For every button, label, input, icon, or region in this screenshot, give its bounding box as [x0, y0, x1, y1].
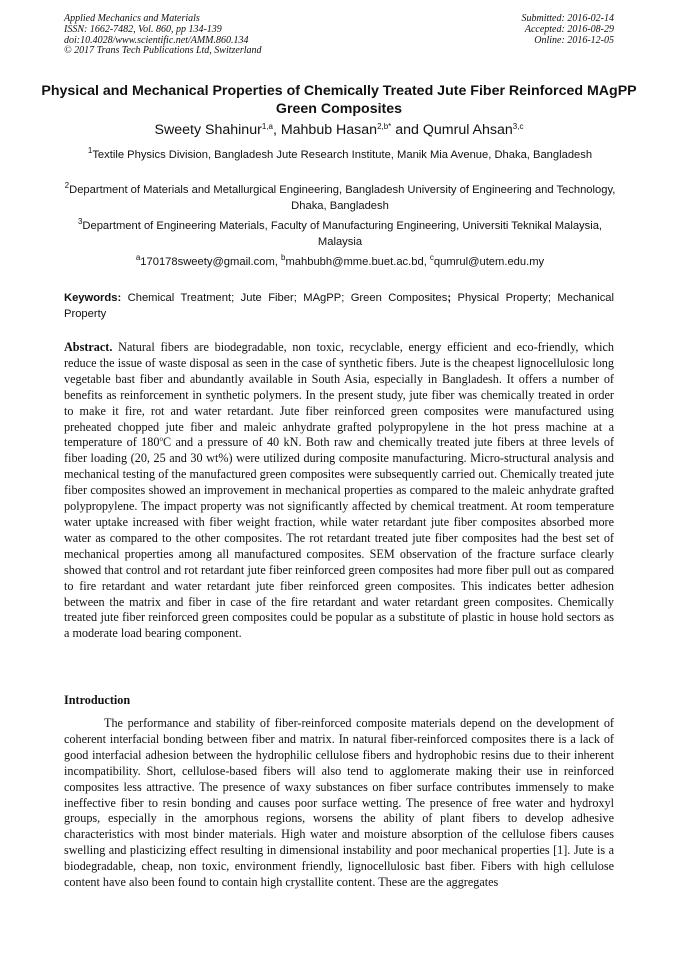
keyword-item: Physical Property — [457, 292, 548, 304]
email-link[interactable]: mahbubh@mme.buet.ac.bd — [285, 256, 424, 268]
affiliation-mark: 2 — [64, 181, 70, 190]
email-list — [64, 255, 616, 271]
author-name: Mahbub Hasan — [280, 122, 378, 138]
accepted-date: Accepted: 2016-08-29 — [524, 23, 614, 35]
degree-mark: o — [159, 435, 163, 444]
affiliation-mark: 3 — [77, 217, 83, 226]
email-link[interactable]: 170178sweety@gmail.com — [140, 256, 275, 268]
keyword-item: Mechanical Property — [64, 292, 615, 320]
email-mark: b — [281, 253, 286, 262]
author-affiliation-mark: 1,a — [261, 122, 273, 131]
author-name: Sweety Shahinur — [154, 122, 262, 138]
submission-dates — [522, 14, 615, 46]
keywords-block: Keywords: Chemical Treatment; Jute Fiber; MAgPP; Green Composites; Physical Property; Mechanical Property — [64, 292, 615, 320]
keyword-item: Green Composites — [350, 292, 448, 304]
author-name: Qumrul Ahsan — [422, 122, 513, 138]
keyword-item: MAgPP — [303, 292, 342, 304]
introduction-paragraph: The performance and stability of fiber-reinforced composite materials depend on the development of coherent interfacial bonding between fiber and matrix. In natural fiber-reinforced composites there is a lack of good interfacial adhesion between the hydrophilic cellulose fibers and hydrophobic resins due to their inherent incompatibility. Short, cellulose-based fibers will also tend to agglomerate making their use in reinforced composites less attractive. The presence of waxy substances on fiber surface contributes immensely to make ineffective fiber to resin bonding and causes poor surface wetting. The presence of free water and hydroxyl groups, especially in the amorphous regions, worsens the ability of plant fibers to develop adhesive characteristics with most binder materials. High water and moisture absorption of the cellulose fibers causes swelling and plasticizing effect resulting in dimensional instability and poor mechanical properties [1]. Jute is a biodegradable, cheap, non toxic, environment friendly, lignocellulosic bast fiber. Fibers with high cellulose content have also been found to contain high crystallite content. These are the aggregates — [64, 716, 614, 890]
keyword-item: Chemical Treatment — [127, 292, 232, 304]
email-separator: , — [423, 256, 430, 268]
affiliation-mark: 1 — [87, 146, 93, 155]
abstract-text-continued: C and a pressure of 40 kN. Both raw and chemically treated jute fibers at three levels of fiber loading (20, 25 and 30 wt%) were utilized during composite manufacturing. Micro-structural analysis and mechanical testing of the manufactured green composites were subsequently carried out. Chemically treated jute fiber composites showed an improvement in mechanical properties as compared to the maleic anhydrate grafted polypropylene. The impact property was not significantly affected by chemical treatment. At room temperature water uptake increased with fiber weight fraction, while water retardant jute fiber composites absorbed more water as compared to the other composites. The rot retardant treated jute fiber composites had the best set of mechanical properties among all manufactured composites. SEM observation of the fracture surface clearly showed that control and rot retardant jute fiber reinforced green composites had more fiber pull out as compared to fire retardant and water retardant jute fiber reinforced green composites. This indicates better adhesion between the matrix and fiber in case of the fire retardant and water retardant green composites. Chemically treated jute fiber reinforced green composites could be popular as a substitute of plastic in house hold sectors as a moderate load bearing component. — [64, 435, 614, 641]
introduction-heading: Introduction — [64, 693, 131, 707]
online-date: Online: 2016-12-05 — [534, 34, 614, 46]
journal-name: Applied Mechanics and Materials — [64, 13, 200, 24]
email-mark: a — [135, 253, 141, 262]
author-affiliation-mark: 2,b* — [377, 122, 392, 131]
journal-issn: ISSN: 1662-7482, Vol. 860, pp 134-139 — [64, 23, 222, 35]
keywords-label: Keywords: — [64, 292, 122, 304]
affiliation-text: Department of Materials and Metallurgical Engineering, Bangladesh University of Engineering and Technology, Dhaka, Bangladesh — [69, 184, 616, 212]
affiliation-2 — [64, 183, 616, 214]
affiliation-text: Textile Physics Division, Bangladesh Jute Research Institute, Manik Mia Avenue, Dhaka, Bangladesh — [92, 149, 593, 161]
author-separator: , — [272, 122, 281, 138]
submitted-date: Submitted: 2016-02-14 — [521, 13, 614, 24]
email-separator: , — [274, 256, 282, 268]
affiliation-3 — [64, 219, 616, 250]
journal-copyright: © 2017 Trans Tech Publications Ltd, Switzerland — [64, 45, 262, 57]
author-affiliation-mark: 3,c — [512, 122, 524, 131]
affiliation-1 — [64, 148, 616, 164]
email-link[interactable]: qumrul@utem.edu.my — [433, 256, 545, 268]
abstract-label: Abstract. — [64, 340, 113, 354]
journal-doi[interactable]: doi:10.4028/www.scientific.net/AMM.860.134 — [64, 34, 249, 46]
author-separator: and — [391, 122, 423, 138]
author-list — [40, 120, 638, 140]
abstract-block — [64, 340, 614, 642]
email-mark: c — [429, 253, 434, 262]
journal-info — [64, 14, 262, 57]
abstract-text: Natural fibers are biodegradable, non toxic, recyclable, energy efficient and eco-friendly, which reduce the issue of waste disposal as seen in the case of synthetic fibers. Jute is the cheapest lignocellulosic long vegetable bast fiber and abundantly available in South Asia, especially in Bangladesh. It offers a number of benefits as reinforcement in synthetic polymers. In the present study, jute fiber was chemically treated in order to make it fire, rot and water retardant. Jute fiber reinforced green composites were manufactured using preheated chopped jute fiber and maleic anhydrate grafted polypropylene in the hot press machine at a temperature of 180 — [64, 340, 615, 450]
keyword-item: Jute Fiber — [240, 292, 294, 304]
paper-title: Physical and Mechanical Properties of Chemically Treated Jute Fiber Reinforced MAgPP Green Composites — [41, 83, 637, 117]
affiliation-text: Department of Engineering Materials, Faculty of Manufacturing Engineering, Universiti Teknikal Malaysia, Malaysia — [82, 220, 603, 248]
